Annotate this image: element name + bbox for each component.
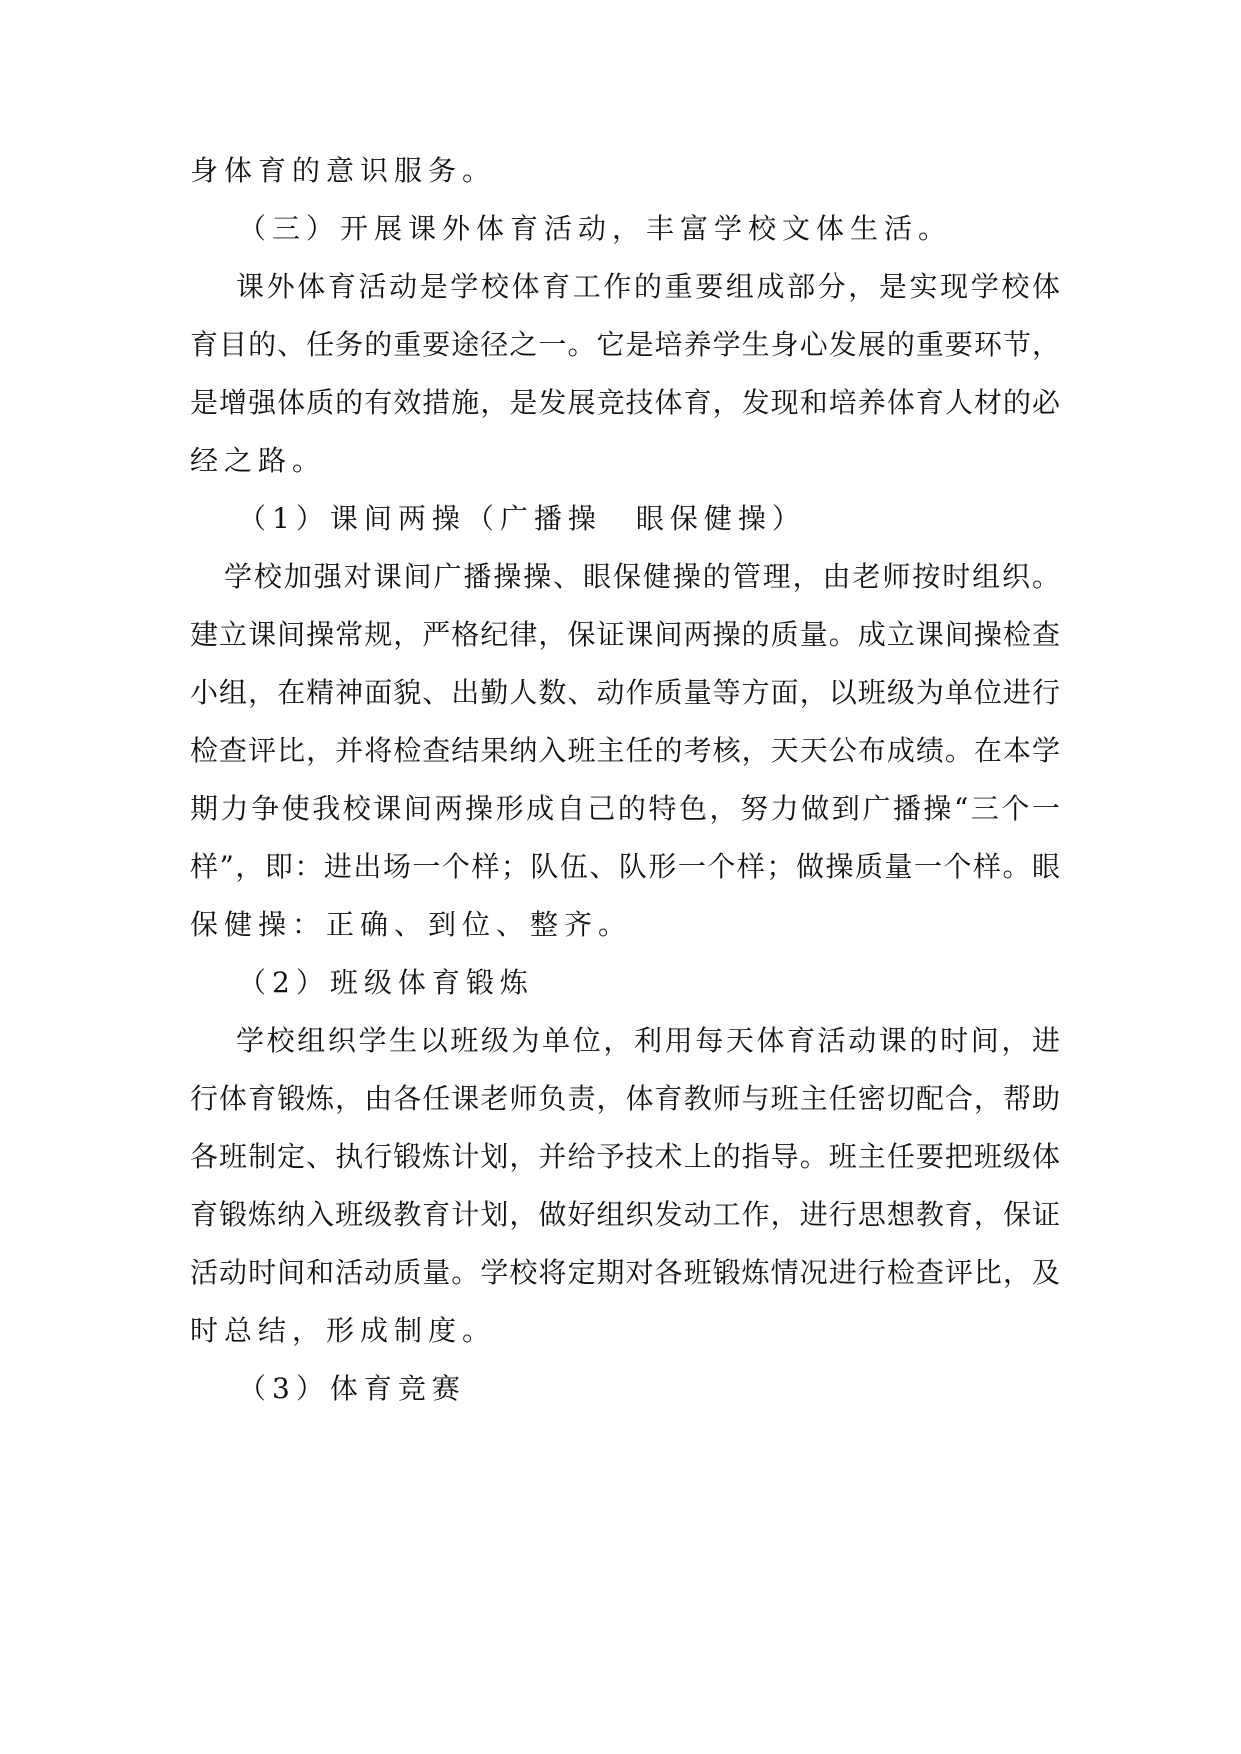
text-line-12: 期力争使我校课间两操形成自己的特色，努力做到广播操“三个一: [190, 792, 1060, 825]
text-line-8: 学校加强对课间广播操操、眼保健操的管理，由老师按时组织。: [224, 560, 1060, 593]
subsection-heading-3: （3）体育竞赛: [238, 1372, 466, 1405]
text-line-19: 育锻炼纳入班级教育计划，做好组织发动工作，进行思想教育，保证: [190, 1198, 1060, 1231]
text-line-21: 时总结，形成制度。: [190, 1314, 497, 1347]
text-line-1: 身体育的意识服务。: [190, 154, 497, 187]
text-line-16: 学校组织学生以班级为单位，利用每天体育活动课的时间，进: [236, 1024, 1060, 1057]
text-line-17: 行体育锻炼，由各任课老师负责，体育教师与班主任密切配合，帮助: [190, 1082, 1060, 1115]
text-line-14: 保健操：正确、到位、整齐。: [190, 908, 633, 941]
text-line-9: 建立课间操常规，严格纪律，保证课间两操的质量。成立课间操检查: [190, 618, 1060, 651]
text-line-4: 育目的、任务的重要途径之一。它是培养学生身心发展的重要环节，: [190, 328, 1060, 361]
text-line-20: 活动时间和活动质量。学校将定期对各班锻炼情况进行检查评比，及: [190, 1256, 1060, 1289]
subsection-heading-1: （1）课间两操（广播操 眼保健操）: [238, 502, 806, 535]
section-heading-3: （三）开展课外体育活动，丰富学校文体生活。: [238, 212, 953, 245]
text-line-18: 各班制定、执行锻炼计划，并给予技术上的指导。班主任要把班级体: [190, 1140, 1060, 1173]
text-line-11: 检查评比，并将检查结果纳入班主任的考核，天天公布成绩。在本学: [190, 734, 1060, 767]
text-line-6: 经之路。: [190, 444, 327, 477]
text-line-13: 样”，即：进出场一个样；队伍、队形一个样；做操质量一个样。眼: [190, 850, 1060, 883]
text-line-10: 小组，在精神面貌、出勤人数、动作质量等方面，以班级为单位进行: [190, 676, 1060, 709]
text-line-3: 课外体育活动是学校体育工作的重要组成部分，是实现学校体: [236, 270, 1060, 303]
subsection-heading-2: （2）班级体育锻炼: [238, 966, 534, 999]
text-line-5: 是增强体质的有效措施，是发展竞技体育，发现和培养体育人材的必: [190, 386, 1060, 419]
